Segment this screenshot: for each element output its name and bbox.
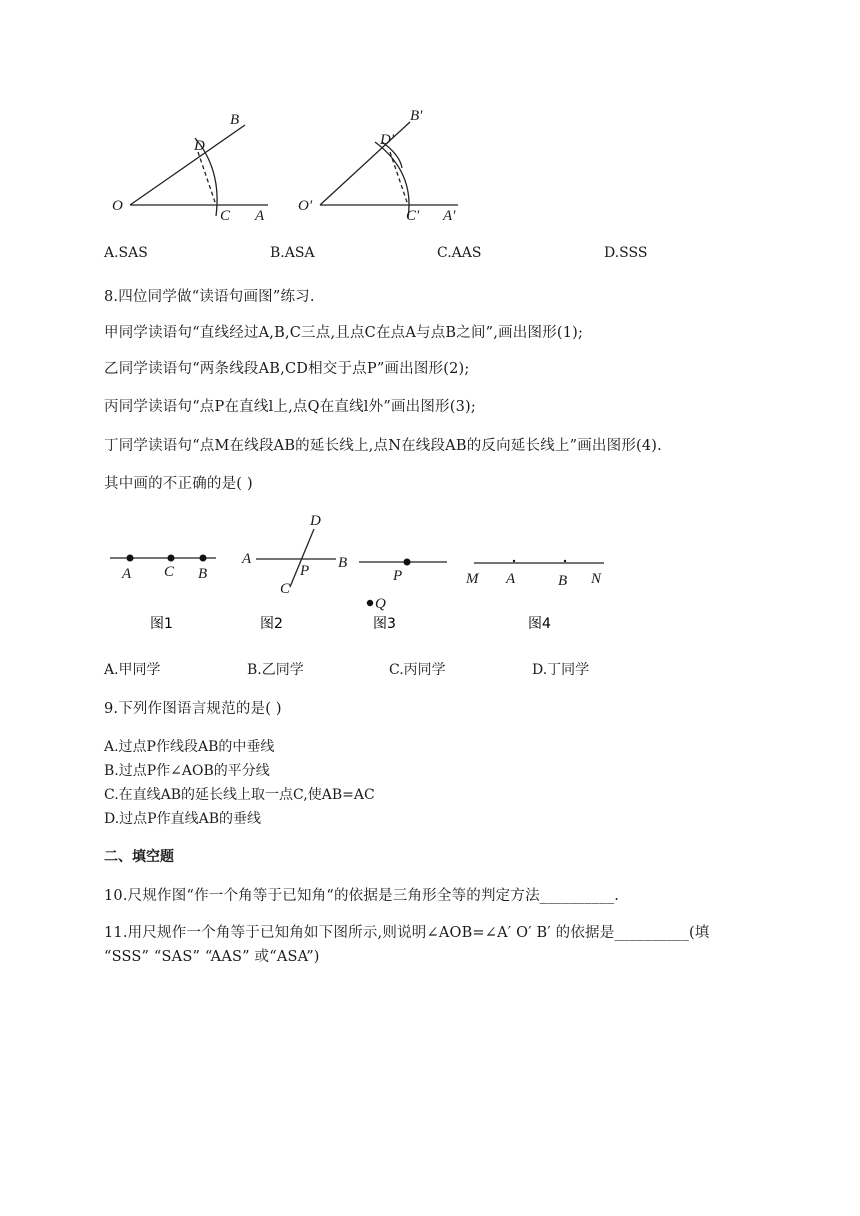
q8-question: 其中画的不正确的是( ) [104,476,253,492]
label-o-prime: O' [298,198,313,214]
q9-title: 9.下列作图语言规范的是( ) [104,701,282,717]
q8-line-3: 丙同学读语句“点P在直线l上,点Q在直线l外”画出图形(3); [104,399,476,415]
q9-option-b: B.过点P作∠AOB的平分线 [104,763,270,779]
fig1-label-b: B [198,566,208,582]
label-d: D [194,138,205,154]
fig3-label-p: P [393,568,403,584]
label-c: C [220,208,231,224]
section-heading-fill-in: 二、填空题 [104,849,174,865]
fig4-point-a [513,560,515,562]
label-b-prime: B′ [410,108,423,124]
q8-line-2: 乙同学读语句“两条线段AB,CD相交于点P”画出图形(2); [104,361,470,377]
fig3-label-q: Q [375,596,386,612]
q8-line-1: 甲同学读语句“直线经过A,B,C三点,且点C在点A与点B之间”,画出图形(1); [104,325,584,341]
fig2-label-p: P [300,563,310,579]
q8-figure-1 [108,540,228,640]
fig2-caption: 图2 [260,616,283,632]
fig3-point-p [404,559,411,566]
q8-option-d: D.丁同学 [532,662,590,678]
segment-dc [198,152,216,205]
q8-figure-2 [238,505,358,640]
q8-option-a: A.甲同学 [104,662,161,678]
fig4-label-m: M [466,571,479,587]
q8-line-4: 丁同学读语句“点M在线段AB的延长线上,点N在线段AB的反向延长线上”画出图形(4). [104,438,662,454]
arc-prime [375,142,409,218]
fig4-label-b: B [558,573,568,589]
fig4-label-n: N [591,571,602,587]
fig4-caption: 图4 [528,616,551,632]
label-o: O [112,198,123,214]
q7-figure-right [290,100,480,230]
fig3-point-q [367,600,373,606]
fig2-label-d: D [310,513,321,529]
fig4-point-b [564,560,566,562]
q7-figure-left [100,100,290,230]
q7-option-c: C.AAS [437,245,482,261]
q9-option-c: C.在直线AB的延长线上取一点C,使AB=AC [104,787,375,803]
q8-option-c: C.丙同学 [389,662,446,678]
q8-figure-4 [460,545,620,640]
label-a: A [255,208,265,224]
fig2-label-c: C [280,581,291,597]
q9-option-a: A.过点P作线段AB的中垂线 [104,739,275,755]
label-c-prime: C′ [406,208,420,224]
fig4-label-a: A [506,571,516,587]
q11-line-2: “SSS” “SAS” “AAS” 或“ASA”) [104,949,320,965]
q8-option-b: B.乙同学 [247,662,304,678]
fig3-caption: 图3 [373,616,396,632]
label-a-prime: A′ [443,208,456,224]
q7-option-a: A.SAS [104,245,148,261]
label-d-prime: D′ [380,132,395,148]
q8-figure-3 [355,540,455,640]
q8-title: 8.四位同学做“读语句画图”练习. [104,289,315,305]
fig2-label-a: A [242,551,252,567]
fig1-label-c: C [164,564,175,580]
fig1-point-a [127,555,134,562]
fig2-label-b: B [338,555,348,571]
fig1-point-c [168,555,175,562]
q9-option-d: D.过点P作直线AB的垂线 [104,811,261,827]
fig1-label-a: A [122,566,132,582]
label-b: B [230,112,240,128]
ray-ob [130,125,245,205]
fig1-point-b [200,555,207,562]
q11-line-1: 11.用尺规作一个角等于已知角如下图所示,则说明∠AOB=∠A′ O′ B′ 的依据是__________(填 [104,925,710,941]
fig1-caption: 图1 [150,616,173,632]
q10-text: 10.尺规作图“作一个角等于已知角“的依据是三角形全等的判定方法__________. [104,888,620,904]
q7-option-d: D.SSS [604,245,648,261]
q7-option-b: B.ASA [270,245,315,261]
